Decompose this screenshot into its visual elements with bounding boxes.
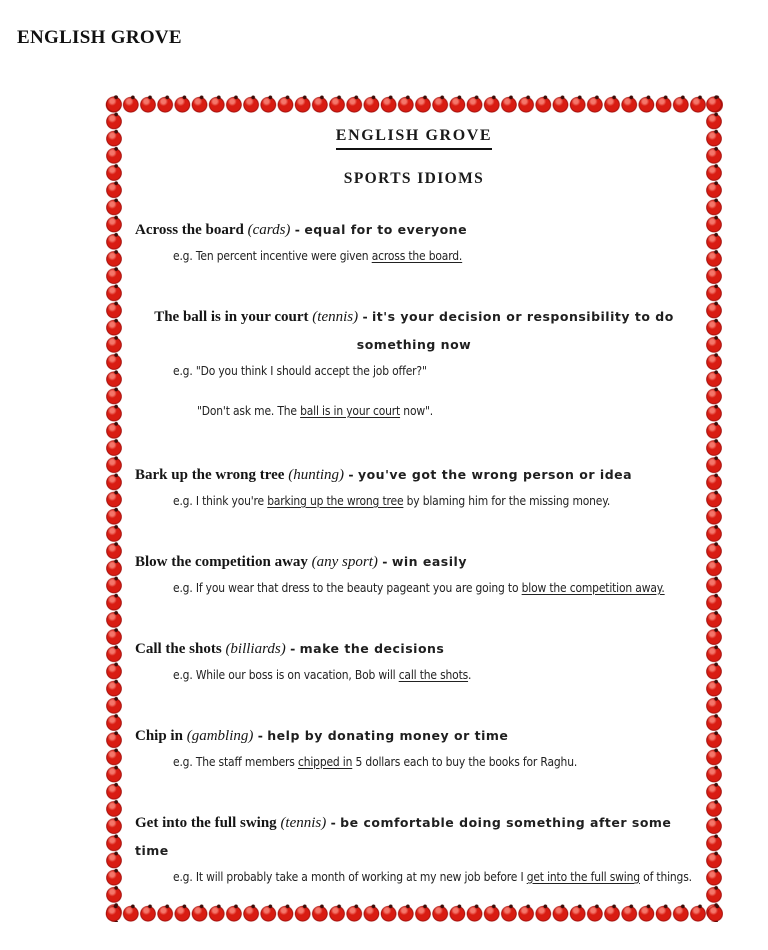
idiom-origin: (tennis) [276, 815, 327, 831]
document-title-wrap [135, 127, 693, 150]
example-text-before: The staff members [195, 754, 298, 769]
definition-separator: - [285, 641, 300, 656]
idiom-definition: be comfortable doing something after some time [135, 815, 677, 858]
idiom-entry-ball-in-your-court [135, 303, 693, 421]
document-title: ENGLISH GROVE [336, 127, 492, 150]
example-text-before: If you wear that dress to the beauty pageant you are going to [195, 580, 522, 595]
idiom-term: The ball is in your court [154, 309, 309, 325]
idiom-heading [135, 635, 693, 663]
idiom-heading [135, 809, 693, 865]
example-prefix: e.g. [173, 869, 196, 884]
example-text-before: While our boss is on vacation, Bob will [195, 667, 399, 682]
definition-separator: - [377, 554, 392, 569]
document-subtitle: SPORTS IDIOMS [343, 170, 485, 187]
idiom-entry-call-the-shots [135, 635, 693, 685]
example-line [173, 361, 730, 381]
example-text-after: now". [400, 403, 433, 418]
example-text-after: . [468, 667, 472, 682]
worksheet-content [123, 113, 705, 904]
idiom-definition: you've got the wrong person or idea [357, 467, 633, 482]
example-text-after: 5 dollars each to buy the books for Raghu. [352, 754, 578, 769]
definition-separator: - [253, 728, 268, 743]
example-text-before: "Don't ask me. The [197, 403, 301, 418]
example-underlined-phrase: get into the full swing [526, 869, 640, 884]
definition-separator: - [326, 815, 341, 830]
idiom-term: Bark up the wrong tree [135, 467, 285, 483]
example-underlined-phrase: chipped in [297, 754, 353, 769]
example-prefix: e.g. [173, 667, 196, 682]
example-line [173, 665, 730, 685]
example-prefix: e.g. [173, 580, 196, 595]
idiom-definition: it's your decision or responsibility to do something now [356, 309, 679, 352]
example-text-after: of things. [639, 869, 692, 884]
idiom-origin: (any sport) [307, 554, 378, 570]
example-prefix: e.g. [173, 363, 196, 378]
idiom-entry-blow-competition-away [135, 548, 693, 598]
idiom-definition: win easily [391, 554, 467, 569]
page-title: ENGLISH GROVE [17, 27, 182, 48]
idiom-entry-across-the-board [135, 216, 693, 266]
idiom-definition: make the decisions [299, 641, 445, 656]
apple-border-left [105, 95, 123, 922]
idiom-term: Blow the competition away [135, 554, 308, 570]
apple-border-top [105, 95, 723, 113]
definition-separator: - [290, 222, 305, 237]
worksheet-sheet [105, 95, 723, 922]
idiom-definition: equal for to everyone [304, 222, 468, 237]
definition-separator: - [358, 309, 373, 324]
idiom-heading [135, 722, 693, 750]
idiom-term: Across the board [135, 222, 244, 238]
idiom-origin: (cards) [243, 222, 291, 238]
idiom-entry-get-into-full-swing [135, 809, 693, 887]
example-prefix: e.g. [173, 754, 196, 769]
example-prefix: e.g. [173, 248, 196, 263]
example-line [173, 752, 730, 772]
example-underlined-phrase: across the board. [371, 248, 463, 263]
idiom-list [135, 216, 693, 887]
idiom-entry-chip-in [135, 722, 693, 772]
example-underlined-phrase: call the shots [398, 667, 469, 682]
definition-separator: - [344, 467, 358, 482]
idiom-entry-bark-up-wrong-tree [135, 461, 693, 511]
idiom-term: Call the shots [135, 641, 222, 657]
example-underlined-phrase: blow the competition away. [521, 580, 665, 595]
idiom-origin: (billiards) [221, 641, 286, 657]
example-line [173, 246, 730, 266]
idiom-definition: help by donating money or time [267, 728, 509, 743]
example-line [197, 401, 754, 421]
example-line [173, 867, 730, 887]
idiom-heading [135, 303, 693, 359]
idiom-term: Get into the full swing [135, 815, 277, 831]
idiom-term: Chip in [135, 728, 183, 744]
idiom-heading [135, 548, 693, 576]
example-underlined-phrase: barking up the wrong tree [267, 493, 404, 508]
idiom-origin: (tennis) [308, 309, 359, 325]
example-text-before: Ten percent incentive were given [195, 248, 372, 263]
example-line [173, 578, 730, 598]
example-text-before: It will probably take a month of working at my new job before I [195, 869, 527, 884]
example-prefix: e.g. [173, 493, 196, 508]
idiom-origin: (hunting) [284, 467, 345, 483]
idiom-heading [135, 216, 693, 244]
example-text-after: by blaming him for the missing money. [403, 493, 611, 508]
example-underlined-phrase: ball is in your court [300, 403, 401, 418]
idiom-origin: (gambling) [182, 728, 254, 744]
example-text-before: I think you're [195, 493, 268, 508]
apple-border-bottom [105, 904, 723, 922]
idiom-heading [135, 461, 693, 489]
example-line [173, 491, 730, 511]
example-text-before: "Do you think I should accept the job offer?" [195, 363, 427, 378]
